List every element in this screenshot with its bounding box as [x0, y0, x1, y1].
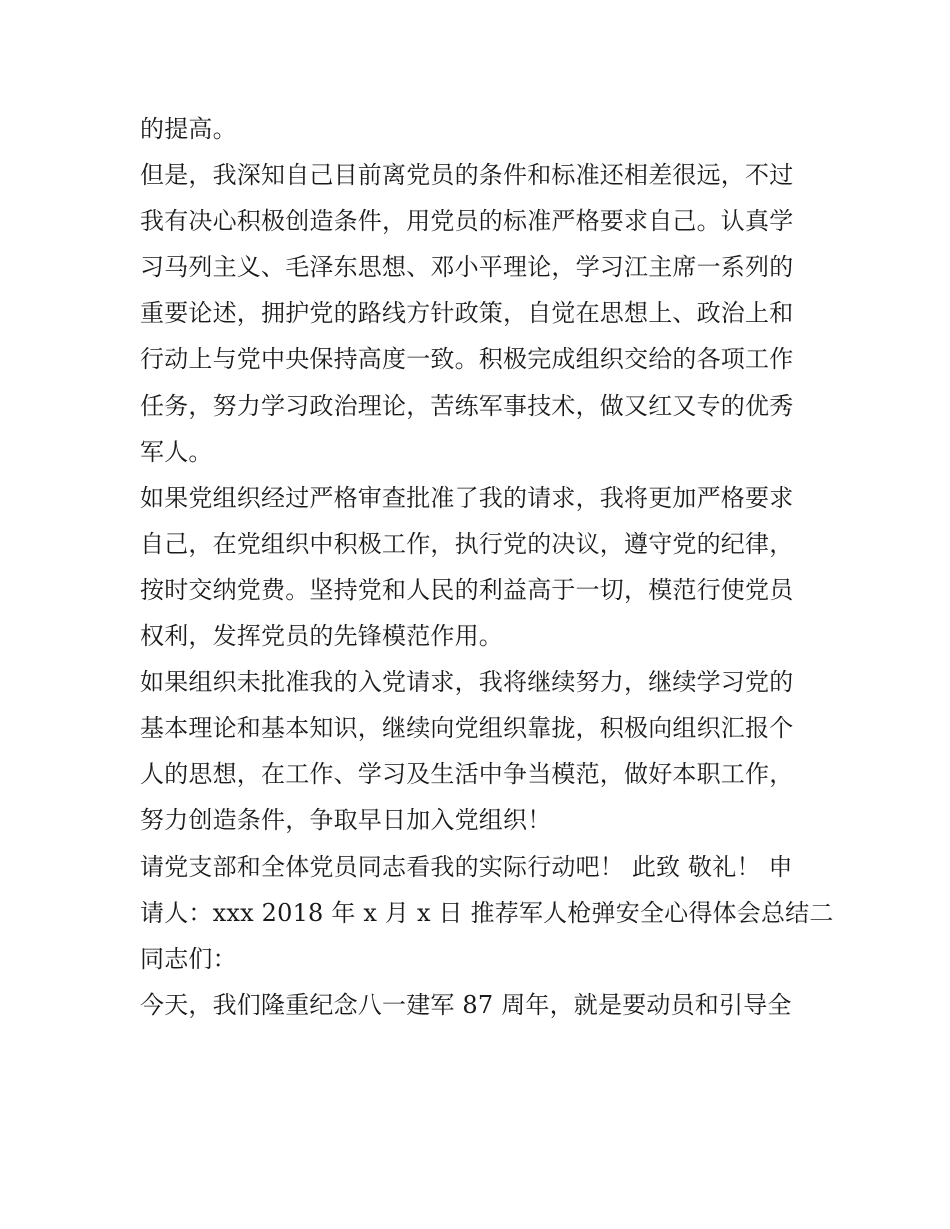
document-body: [140, 106, 834, 1028]
text-line: 权利，发挥党员的先锋模范作用。: [140, 622, 503, 651]
text-line: 人的思想，在工作、学习及生活中争当模范，做好本职工作，: [140, 760, 794, 789]
text-line: 任务，努力学习政治理论，苦练军事技术，做又红又专的优秀: [140, 391, 794, 420]
text-line: 自己，在党组织中积极工作，执行党的决议，遵守党的纪律，: [140, 529, 794, 558]
text-line: 基本理论和基本知识，继续向党组织靠拢，积极向组织汇报个: [140, 714, 794, 743]
text-line: 同志们：: [140, 944, 237, 973]
text-line: 的提高。: [140, 115, 237, 143]
text-line: 努力创造条件，争取早日加入党组织！: [140, 806, 552, 835]
text-line: 习马列主义、毛泽东思想、邓小平理论，学习江主席一系列的: [140, 253, 794, 282]
text-line: 行动上与党中央保持高度一致。积极完成组织交给的各项工作: [140, 345, 794, 374]
text-line: 如果组织未批准我的入党请求，我将继续努力，继续学习党的: [140, 668, 794, 697]
text-line: 今天，我们隆重纪念八一建军 87 周年，就是要动员和引导全: [140, 990, 792, 1019]
text-line: 但是，我深知自己目前离党员的条件和标准还相差很远，不过: [140, 161, 794, 190]
text-line: 请党支部和全体党员同志看我的实际行动吧！ 此致 敬礼！ 申: [140, 852, 793, 881]
text-line: 按时交纳党费。坚持党和人民的利益高于一切，模范行使党员: [140, 575, 794, 604]
text-line: 军人。: [140, 437, 213, 466]
text-line: 重要论述，拥护党的路线方针政策，自觉在思想上、政治上和: [140, 299, 794, 328]
text-line: 如果党组织经过严格审查批准了我的请求，我将更加严格要求: [140, 483, 794, 512]
text-line: 我有决心积极创造条件，用党员的标准严格要求自己。认真学: [140, 207, 794, 236]
text-line: 请人：xxx 2018 年 x 月 x 日 推荐军人枪弹安全心得体会总结二: [140, 898, 834, 927]
